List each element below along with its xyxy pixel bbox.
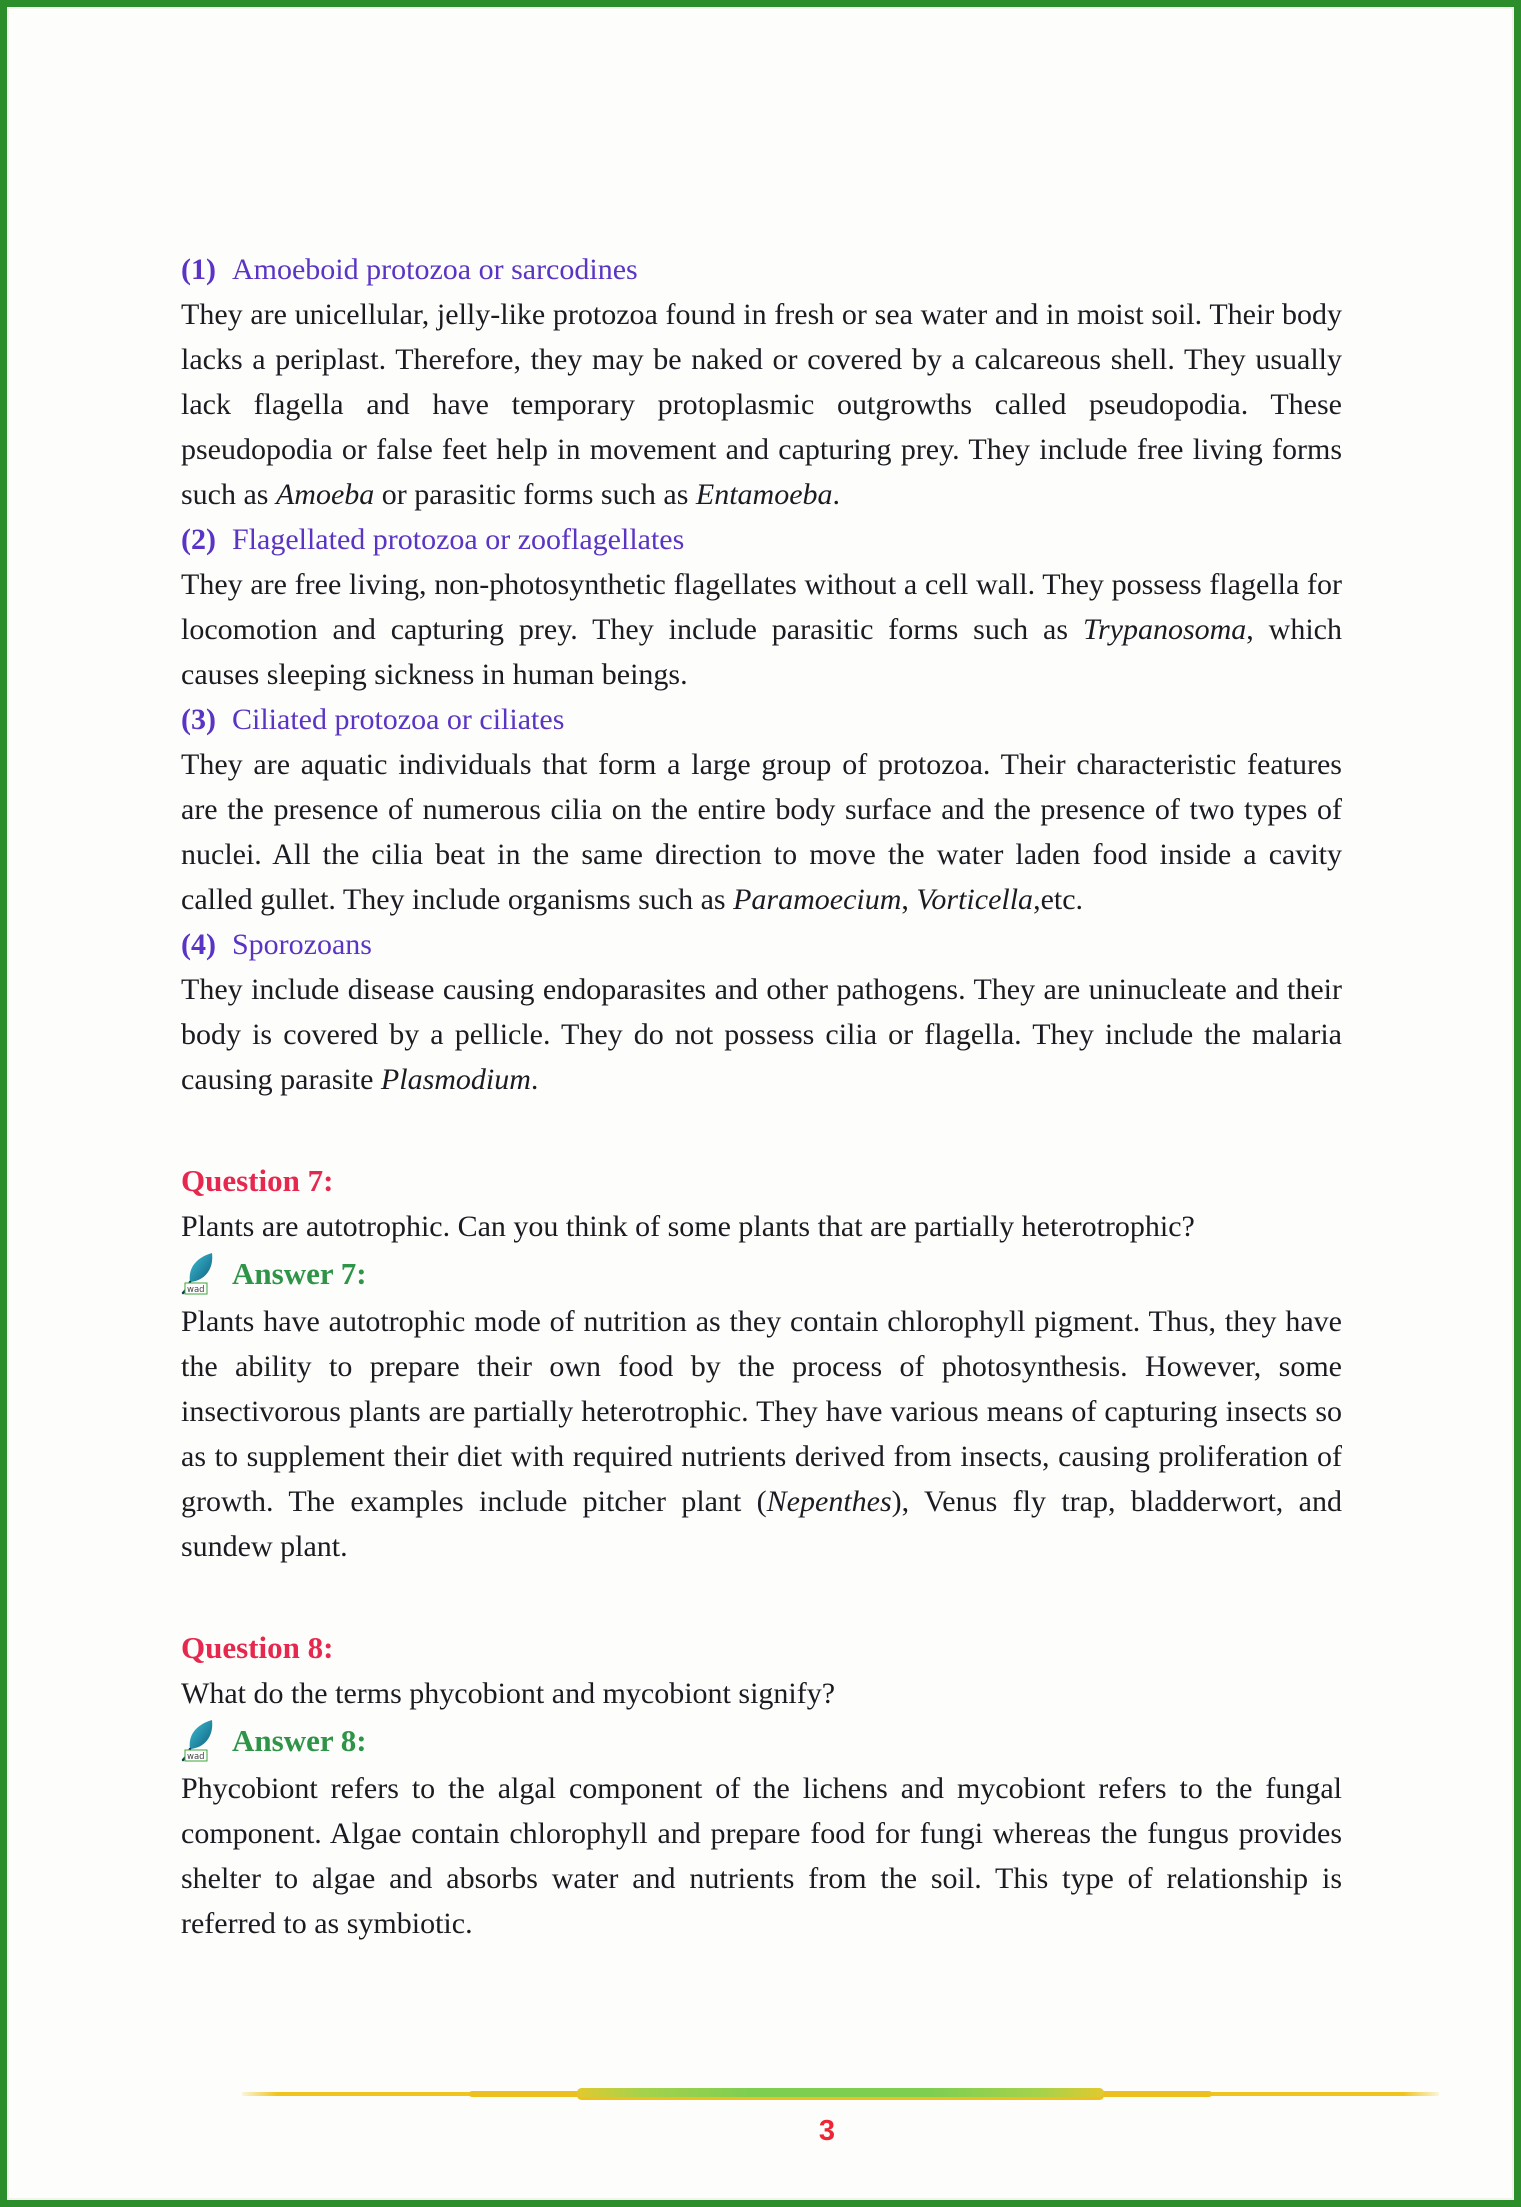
section-heading-2 [181, 517, 1342, 562]
answer-text: Phycobiont refers to the algal component of the lichens and mycobiont refers to the fungal component. Algae contain chlorophyll and prepare food for fungi whereas the fungus provides shelter to algae and absorbs water and nutrients from the soil. This type of relationship is referred to as symbiotic. [181, 1772, 1342, 1940]
answer-heading-row [181, 1716, 1342, 1766]
section-number: (2) [181, 523, 216, 556]
page-content [181, 247, 1342, 1946]
question-label: Question 7: [181, 1163, 334, 1198]
section-title: Flagellated protozoa or zooflagellates [231, 523, 685, 556]
leaf-logo-icon [181, 1251, 221, 1297]
section-heading-3 [181, 697, 1342, 742]
section-number: (4) [181, 928, 216, 961]
footer-divider-line [242, 2086, 1439, 2102]
question-7-block [181, 1158, 1342, 1569]
question-label: Question 8: [181, 1630, 334, 1665]
section-paragraph-1: They are unicellular, jelly-like protozoa found in fresh or sea water and in moist soil. Their body lacks a periplast. Therefore, they may be naked or covered by a calcareous shell. They usually lack flagella and have temporary protoplasmic outgrowths called pseudopodia. These pseudopodia or false feet help in movement and capturing prey. They include free living forms such as Amoeba or parasitic forms such as Entamoeba. [181, 298, 1342, 511]
section-paragraph-3: They are aquatic individuals that form a large group of protozoa. Their characteristic features are the presence of numerous cilia on the entire body surface and the presence of two types of nuclei. All the cilia beat in the same direction to move the water laden food inside a cavity called gullet. They include organisms such as Paramoecium, Vorticella,etc. [181, 748, 1342, 916]
answer-heading-row [181, 1249, 1342, 1299]
leaf-logo-caption: wad [187, 1752, 205, 1762]
answer-text: Plants have autotrophic mode of nutrition as they contain chlorophyll pigment. Thus, they have the ability to prepare their own food by the process of photosynthesis. However, some insectivorous plants are partially heterotrophic. They have various means of capturing insects so as to supplement their diet with required nutrients derived from insects, causing proliferation of growth. The examples include pitcher plant (Nepenthes), Venus fly trap, bladderwort, and sundew plant. [181, 1305, 1342, 1563]
question-text: What do the terms phycobiont and mycobiont signify? [181, 1677, 836, 1710]
page-number: 3 [818, 2115, 836, 2147]
section-title: Sporozoans [231, 928, 372, 961]
section-title: Ciliated protozoa or ciliates [231, 703, 565, 736]
section-paragraph-2: They are free living, non-photosynthetic flagellates without a cell wall. They possess flagella for locomotion and capturing prey. They include parasitic forms such as Trypanosoma, which causes sleeping sickness in human beings. [181, 568, 1342, 691]
question-text: Plants are autotrophic. Can you think of some plants that are partially heterotrophic? [181, 1210, 1195, 1243]
leaf-logo-caption: wad [187, 1285, 205, 1295]
question-8-block [181, 1625, 1342, 1946]
section-number: (1) [181, 253, 216, 286]
section-heading-1 [181, 247, 1342, 292]
section-title: Amoeboid protozoa or sarcodines [231, 253, 638, 286]
answer-label: Answer 8: [232, 1723, 367, 1758]
section-paragraph-4: They include disease causing endoparasites and other pathogens. They are uninucleate and their body is covered by a pellicle. They do not possess cilia or flagella. They include the malaria causing parasite Plasmodium. [181, 973, 1342, 1096]
leaf-logo-icon [181, 1718, 221, 1764]
answer-label: Answer 7: [232, 1256, 367, 1291]
section-number: (3) [181, 703, 216, 736]
footer-rule-green-band [577, 2088, 1104, 2097]
section-heading-4 [181, 922, 1342, 967]
